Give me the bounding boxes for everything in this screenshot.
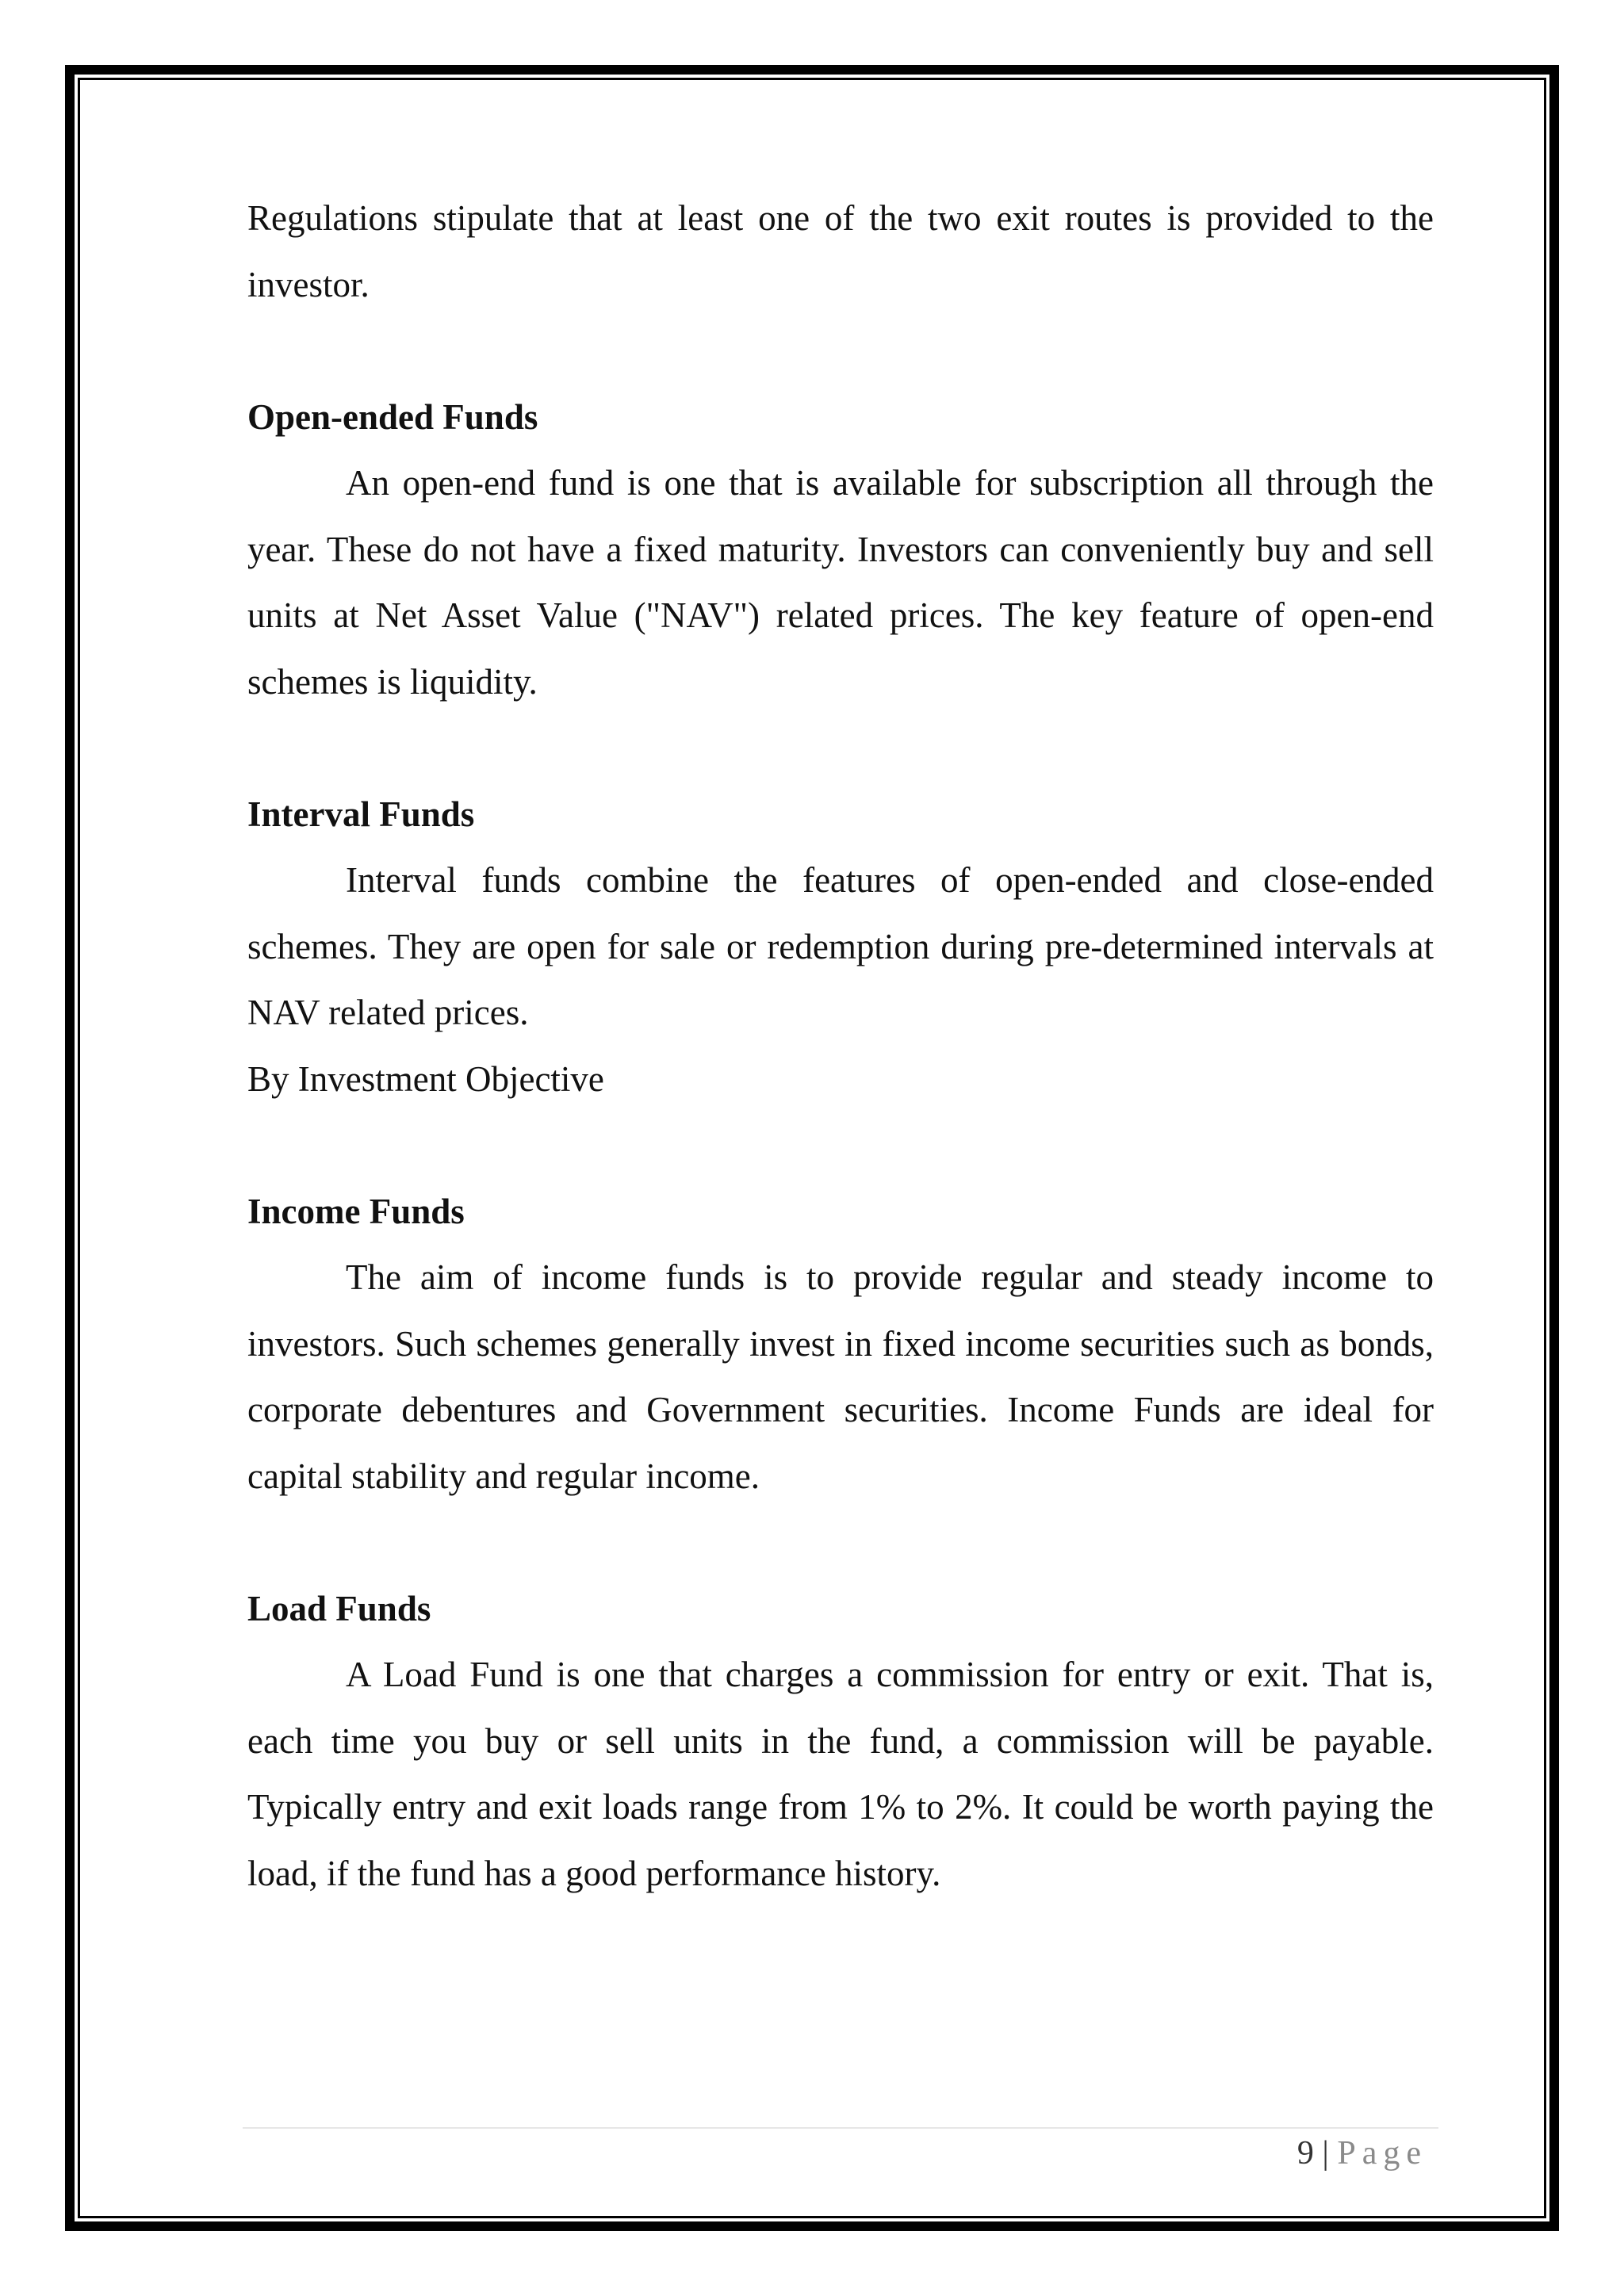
- spacer: [247, 1112, 1434, 1179]
- page-number: 9: [1297, 2135, 1314, 2172]
- spacer: [247, 318, 1434, 385]
- page-separator: |: [1322, 2135, 1329, 2172]
- load-funds-paragraph: A Load Fund is one that charges a commission for entry or exit. That is, each time you buy or sell units in the fund, a commission will be payable. Typically entry and exit loads range from 1% to 2%. It could be worth paying the load, if the fund has a good performance history.: [247, 1655, 1434, 1893]
- spacer: [247, 1510, 1434, 1576]
- footer-rule: [243, 2127, 1438, 2129]
- page-footer: [1297, 2128, 1427, 2179]
- spacer: [247, 715, 1434, 782]
- interval-funds-heading: Interval Funds: [247, 794, 475, 834]
- by-investment-objective-label: By Investment Objective: [247, 1058, 604, 1099]
- interval-funds-paragraph: Interval funds combine the features of open-ended and close-ended schemes. They are open for sale or redemption during pre-determined intervals at NAV related prices.: [247, 860, 1434, 1032]
- income-funds-heading: Income Funds: [247, 1191, 465, 1231]
- page-label: Page: [1337, 2135, 1427, 2172]
- page-content: [247, 186, 1434, 1907]
- open-ended-funds-heading: Open-ended Funds: [247, 396, 538, 437]
- income-funds-paragraph: The aim of income funds is to provide regular and steady income to investors. Such schemes generally invest in fixed income securities such as bonds, corporate debentures and Government securities. Income Funds are ideal for capital stability and regular income.: [247, 1257, 1434, 1496]
- intro-paragraph: Regulations stipulate that at least one of the two exit routes is provided to the investor.: [247, 198, 1434, 304]
- open-ended-funds-paragraph: An open-end fund is one that is available for subscription all through the year. These do not have a fixed maturity. Investors can conveniently buy and sell units at Net Asset Value ("NAV") related prices. The key feature of open-end schemes is liquidity.: [247, 463, 1434, 702]
- load-funds-heading: Load Funds: [247, 1588, 431, 1628]
